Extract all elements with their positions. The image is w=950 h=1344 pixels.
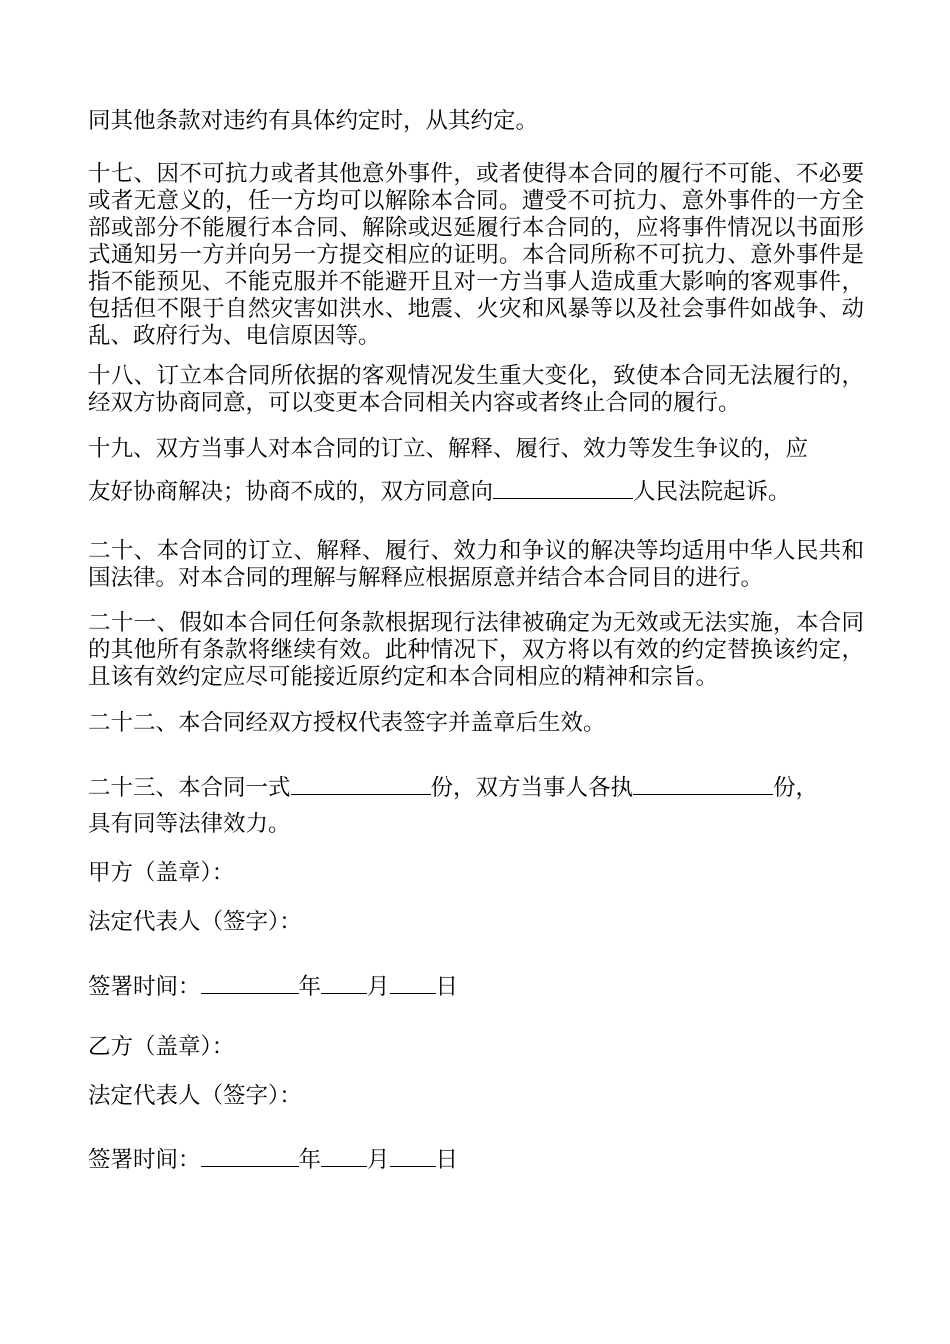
clause-23-line-1 [88,770,864,802]
year-blank [201,969,299,994]
clause-17: 十七、因不可抗力或者其他意外事件，或者使得本合同的履行不可能、不必要或者无意义的，任一方均可以解除本合同。遭受不可抗力、意外事件的一方全部或部分不能履行本合同、解除或迟延履行本合同的，应将事件情况以书面形式通知另一方并向另一方提交相应的证明。本合同所称不可抗力、意外事件是指不能预见、不能克服并不能避开且对一方当事人造成重大影响的客观事件，包括但不限于自然灾害如洪水、地震、火灾和风暴等以及社会事件如战争、动乱、政府行为、电信原因等。 [88,161,864,349]
party-b-representative: 法定代表人（签字）： [88,1083,302,1109]
party-a-seal: 甲方（盖章）： [88,860,235,886]
clause-23-text-b: 份，双方当事人各执 [430,775,634,801]
clause-19-text-a: 友好协商解决；协商不成的，双方同意向 [88,479,494,505]
month-label: 月 [367,1147,390,1173]
day-blank [390,969,436,994]
clause-18: 十八、订立本合同所依据的客观情况发生重大变化，致使本合同无法履行的，经双方协商同意，可以变更本合同相关内容或者终止合同的履行。 [88,363,864,416]
clause-19-line-2 [88,474,864,506]
clause-22: 二十二、本合同经双方授权代表签字并盖章后生效。 [88,710,606,736]
clause-19-line-1: 十九、双方当事人对本合同的订立、解释、履行、效力等发生争议的，应 [88,436,809,462]
year-label: 年 [298,1147,322,1173]
clause-continuation: 同其他条款对违约有具体约定时，从其约定。 [88,108,539,134]
day-label: 日 [435,974,459,1000]
month-label: 月 [367,974,390,1000]
day-label: 日 [435,1147,459,1173]
clause-20: 二十、本合同的订立、解释、履行、效力和争议的解决等均适用中华人民共和国法律。对本合同的理解与解释应根据原意并结合本合同目的进行。 [88,538,864,591]
clause-23-text-c: 份， [773,775,819,801]
court-name-blank [493,474,633,499]
party-a-representative: 法定代表人（签字）： [88,909,302,935]
copies-total-blank [291,770,431,795]
date-label: 签署时间： [88,974,201,1000]
clause-21: 二十一、假如本合同任何条款根据现行法律被确定为无效或无法实施，本合同的其他所有条款将继续有效。此种情况下，双方将以有效的约定替换该约定，且该有效约定应尽可能接近原约定和本合同相应的精神和宗旨。 [88,610,864,690]
month-blank [321,1142,367,1167]
clause-23-text-a: 二十三、本合同一式 [88,775,291,801]
year-label: 年 [298,974,322,1000]
party-a-date [88,969,458,1001]
copies-each-blank [633,770,773,795]
date-label: 签署时间： [88,1147,201,1173]
party-b-date [88,1142,458,1174]
day-blank [390,1142,436,1167]
clause-23-line-2: 具有同等法律效力。 [88,811,291,837]
year-blank [201,1142,299,1167]
month-blank [321,969,367,994]
party-b-seal: 乙方（盖章）： [88,1034,235,1060]
clause-19-text-b: 人民法院起诉。 [633,479,791,505]
